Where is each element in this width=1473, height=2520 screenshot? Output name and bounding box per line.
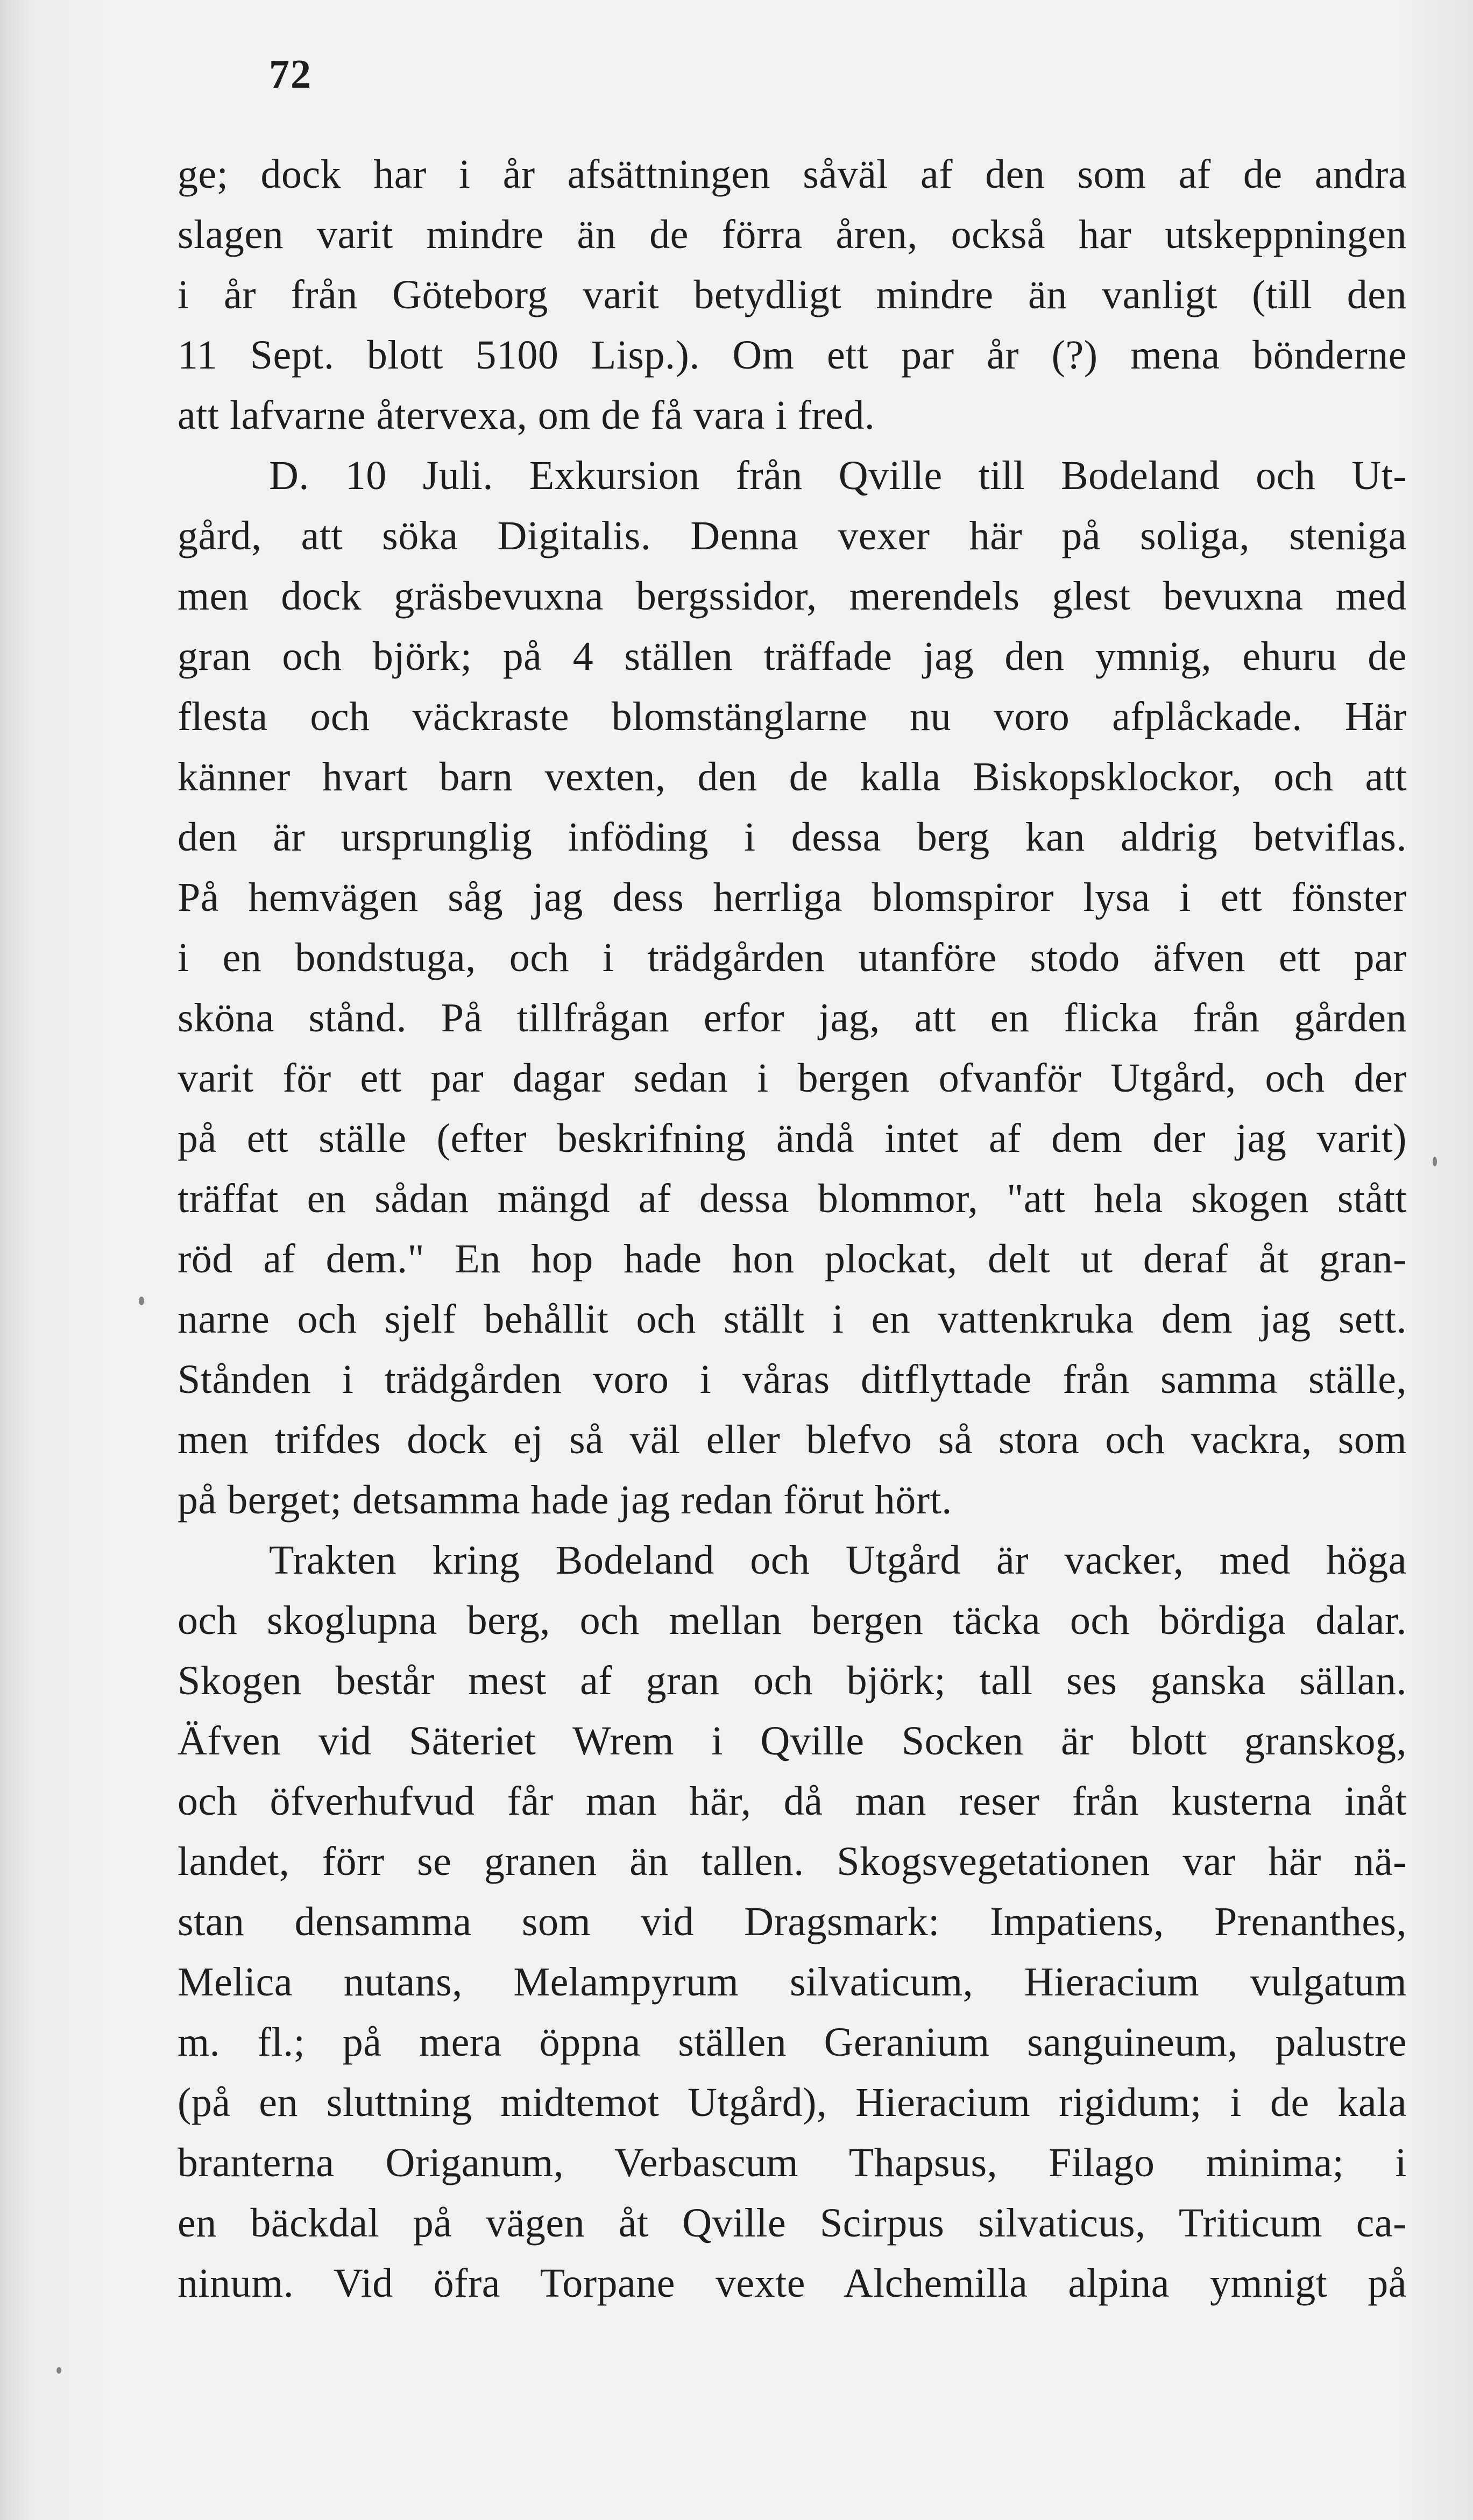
text-line: gård, att söka Digitalis. Denna vexer här på soliga, steniga [178, 513, 1407, 558]
page-number: 72 [269, 52, 312, 97]
text-line: slagen varit mindre än de förra åren, också har utskeppningen [178, 212, 1407, 257]
text-line: en bäckdal på vägen åt Qville Scirpus silvaticus, Triticum ca- [178, 2200, 1407, 2246]
margin-speck [139, 1297, 144, 1305]
text-line: men dock gräsbevuxna bergssidor, merendels glest bevuxna med [178, 574, 1407, 619]
text-line: D. 10 Juli. Exkursion från Qville till Bodeland och Ut- [269, 453, 1407, 498]
text-line: stan densamma som vid Dragsmark: Impatiens, Prenanthes, [178, 1899, 1407, 1944]
text-line: på ett ställe (efter beskrifning ändå intet af dem der jag varit) [178, 1116, 1407, 1161]
text-line: m. fl.; på mera öppna ställen Geranium sanguineum, palustre [178, 2020, 1407, 2065]
text-line: ge; dock har i år afsättningen såväl af den som af de andra [178, 152, 1407, 197]
text-line: Trakten kring Bodeland och Utgård är vacker, med höga [269, 1538, 1407, 1583]
text-line: ninum. Vid öfra Torpane vexte Alchemilla alpina ymnigt på [178, 2261, 1407, 2306]
margin-speck [56, 2367, 61, 2374]
text-line: att lafvarne återvexa, om de få vara i fred. [178, 393, 875, 438]
text-line: Skogen består mest af gran och björk; tall ses ganska sällan. [178, 1658, 1407, 1703]
text-line: gran och björk; på 4 ställen träffade jag den ymnig, ehuru de [178, 634, 1407, 679]
text-line: branterna Origanum, Verbascum Thapsus, Filago minima; i [178, 2140, 1407, 2185]
text-line: den är ursprunglig inföding i dessa berg kan aldrig betviflas. [178, 815, 1407, 860]
text-line: 11 Sept. blott 5100 Lisp.). Om ett par år (?) mena bönderne [178, 332, 1407, 378]
text-line: narne och sjelf behållit och ställt i en vattenkruka dem jag sett. [178, 1297, 1407, 1342]
text-line: på berget; detsamma hade jag redan förut hört. [178, 1477, 952, 1523]
text-line: och skoglupna berg, och mellan bergen täcka och bördiga dalar. [178, 1598, 1407, 1643]
text-line: flesta och väckraste blomstänglarne nu voro afplåckade. Här [178, 694, 1407, 739]
text-line: På hemvägen såg jag dess herrliga blomspiror lysa i ett fönster [178, 875, 1407, 920]
text-line: sköna stånd. På tillfrågan erfor jag, att en flicka från gården [178, 995, 1407, 1040]
text-line: Stånden i trädgården voro i våras ditflyttade från samma ställe, [178, 1357, 1407, 1402]
margin-speck [1433, 1157, 1437, 1166]
body-text [178, 144, 1407, 2313]
text-line: känner hvart barn vexten, den de kalla Biskopsklockor, och att [178, 754, 1407, 799]
text-line: (på en sluttning midtemot Utgård), Hieracium rigidum; i de kala [178, 2080, 1407, 2125]
text-line: varit för ett par dagar sedan i bergen ofvanför Utgård, och der [178, 1056, 1407, 1101]
text-line: röd af dem." En hop hade hon plockat, delt ut deraf åt gran- [178, 1236, 1407, 1282]
text-line: träffat en sådan mängd af dessa blommor, "att hela skogen stått [178, 1176, 1407, 1221]
text-line: Äfven vid Säteriet Wrem i Qville Socken är blott granskog, [178, 1718, 1407, 1764]
text-line: Melica nutans, Melampyrum silvaticum, Hieracium vulgatum [178, 1959, 1407, 2005]
text-line: landet, förr se granen än tallen. Skogsvegetationen var här nä- [178, 1839, 1407, 1884]
text-line: i år från Göteborg varit betydligt mindre än vanligt (till den [178, 272, 1407, 317]
text-line: men trifdes dock ej så väl eller blefvo så stora och vackra, som [178, 1417, 1407, 1462]
text-line: i en bondstuga, och i trädgården utanföre stodo äfven ett par [178, 935, 1407, 980]
text-line: och öfverhufvud får man här, då man reser från kusterna inåt [178, 1779, 1407, 1824]
